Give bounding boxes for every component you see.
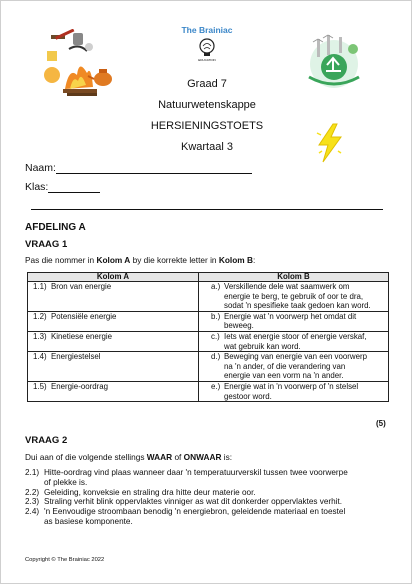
list-item: 2.2) Geleiding, konveksie en straling dra hitte deur materie oor. bbox=[25, 487, 256, 497]
table-row: 1.1) Bron van energie a.) Verskillende dele wat saamwerk om energie te berg, te gebruik of oor te dra, sodat 'n spesifieke taak gedoen kan word. bbox=[28, 282, 389, 312]
term-text: Bron van energie bbox=[51, 282, 112, 291]
brand-name: The Brainiac bbox=[181, 25, 233, 35]
term-text: Kinetiese energie bbox=[51, 331, 112, 341]
term-title: Kwartaal 3 bbox=[181, 141, 233, 153]
term-text: Energie-oordrag bbox=[51, 381, 109, 391]
q1-instruction: Pas die nommer in Kolom A by die korrekte letter in Kolom B: bbox=[25, 255, 256, 265]
list-item: 2.3) Straling verhit blink oppervlaktes vinniger as wat dit donkerder oppervlaktes verhit. bbox=[25, 497, 343, 507]
class-line[interactable] bbox=[48, 183, 100, 193]
table-row: 1.5) Energie-oordrag e.) Energie wat in 'n voorwerp of 'n stelsel gestoor word. bbox=[28, 381, 389, 401]
section-heading: AFDELING A bbox=[25, 222, 86, 233]
brain-bulb-logo-icon bbox=[195, 37, 219, 63]
class-field[interactable] bbox=[25, 181, 100, 193]
q1-marks: (5) bbox=[376, 419, 386, 428]
col-b-header: Kolom B bbox=[199, 273, 389, 282]
q2-instruction: Dui aan of die volgende stellings WAAR of ONWAAR is: bbox=[25, 452, 233, 462]
q2-title: VRAAG 2 bbox=[25, 435, 68, 446]
class-label: Klas: bbox=[25, 181, 49, 193]
logo-text: EDUCATION bbox=[198, 58, 216, 62]
statement-list bbox=[25, 468, 395, 527]
table-row: 1.4) Energiestelsel d.) Beweging van energie van een voorwerp na 'n ander, of die verandering van energie van een vorm na 'n ander. bbox=[28, 352, 389, 382]
lightning-bolt-icon bbox=[315, 123, 345, 163]
divider bbox=[31, 209, 383, 210]
matching-table bbox=[27, 272, 389, 402]
table-row: 1.3) Kinetiese energie c.) Iets wat energie stoor of energie verskaf, wat gebruik kan word. bbox=[28, 331, 389, 351]
test-type-title: HERSIENINGSTOETS bbox=[150, 120, 264, 132]
energy-collage-icon bbox=[43, 29, 117, 103]
copyright-footer: Copyright © The Brainiac 2022 bbox=[25, 557, 105, 563]
table-row: 1.2) Potensiële energie b.) Energie wat 'n voorwerp het omdat dit beweeg. bbox=[28, 311, 389, 331]
col-a-header: Kolom A bbox=[28, 273, 199, 282]
name-label: Naam: bbox=[25, 162, 56, 174]
term-text: Energiestelsel bbox=[51, 352, 101, 362]
list-item: 2.1) Hitte-oordrag vind plaas wanneer daar 'n temperatuurverskil tussen twee voorwerpe of plekke is. bbox=[25, 468, 348, 487]
name-line[interactable] bbox=[56, 164, 252, 174]
q1-title: VRAAG 1 bbox=[25, 239, 68, 250]
term-text: Potensiële energie bbox=[51, 311, 117, 321]
grade-title: Graad 7 bbox=[187, 78, 227, 90]
subject-title: Natuurwetenskappe bbox=[158, 99, 256, 111]
list-item: 2.4) 'n Eenvoudige stroombaan benodig 'n energiebron, geleidende materiaal en toestel as basiese komponente. bbox=[25, 507, 346, 526]
name-field[interactable] bbox=[25, 162, 252, 174]
